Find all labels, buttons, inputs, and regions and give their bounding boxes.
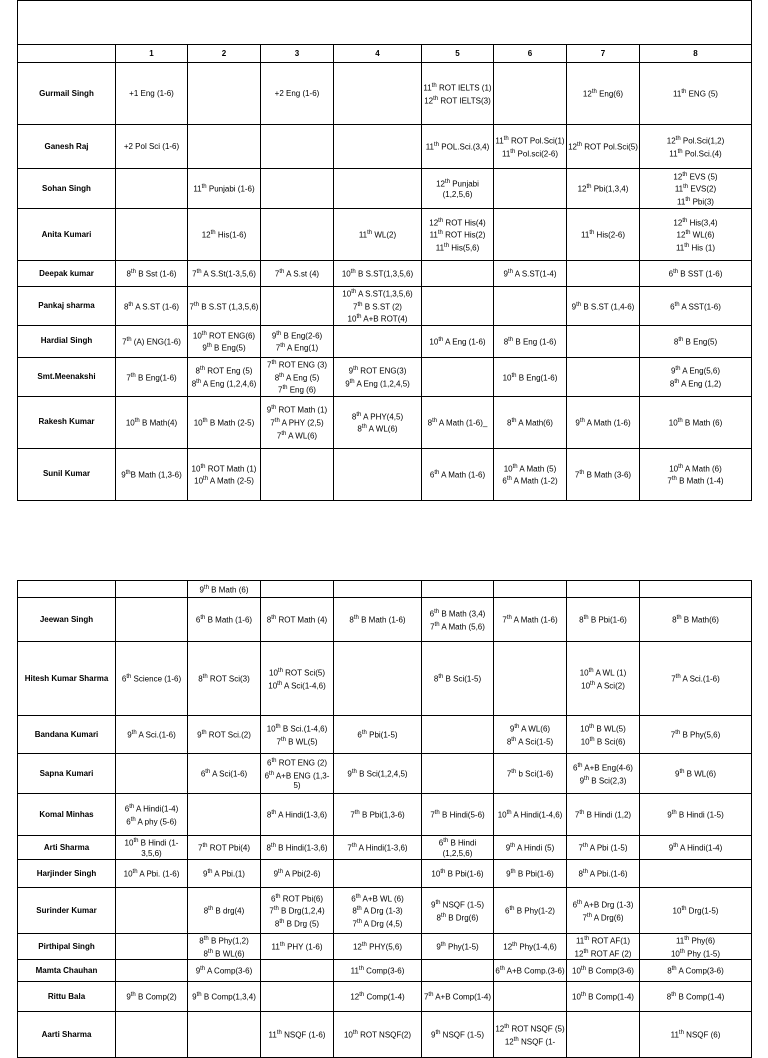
period-cell xyxy=(422,581,494,598)
period-cell: 11th ENG (5) xyxy=(640,63,752,125)
teacher-name: Surinder Kumar xyxy=(18,888,116,934)
period-cell: 10th A Hindi(1-4,6) xyxy=(494,794,567,836)
table-row xyxy=(18,982,752,1012)
teacher-name: Sohan Singh xyxy=(18,169,116,209)
period-cell: 9th A Comp(3-6) xyxy=(188,960,261,982)
period-cell: 9thB Math (1,3-6) xyxy=(116,448,188,500)
period-cell: 7th b Sci(1-6) xyxy=(494,754,567,794)
period-cell: 8th A Math (1-6)_ xyxy=(422,396,494,448)
period-cell xyxy=(640,860,752,888)
period-cell: 7th A Math (1-6) xyxy=(494,598,567,642)
period-cell: 10th B Comp(3-6) xyxy=(567,960,640,982)
period-cell: 8th B Phy(1,2) 8th B WL(6) xyxy=(188,934,261,960)
table-row xyxy=(18,860,752,888)
period-cell xyxy=(422,261,494,287)
period-cell: 9th B Math (6) xyxy=(188,581,261,598)
period-cell: 8th ROT Eng (5) 8th A Eng (1,2,4,6) xyxy=(188,357,261,396)
period-cell: 6th A+B WL (6) 8th A Drg (1-3) 7th A Drg (4,5) xyxy=(334,888,422,934)
period-cell: 11th Punjabi (1-6) xyxy=(188,169,261,209)
period-cell xyxy=(261,581,334,598)
period-cell xyxy=(261,960,334,982)
period-cell: 8th B Comp(1-4) xyxy=(640,982,752,1012)
period-header: 1 xyxy=(116,45,188,63)
period-cell: 7th A S.St(1-3,5,6) xyxy=(188,261,261,287)
period-cell: 12th Phy(1-4,6) xyxy=(494,934,567,960)
table-row xyxy=(18,325,752,357)
period-cell: 11th PHY (1-6) xyxy=(261,934,334,960)
period-cell: 9th B Comp(1,3,4) xyxy=(188,982,261,1012)
period-cell: 9th A Pbi(2-6) xyxy=(261,860,334,888)
period-cell: 6th A+B Eng(4-6) 9th B Sci(2,3) xyxy=(567,754,640,794)
period-cell: 12th ROT Pol.Sci(5) xyxy=(567,125,640,169)
period-cell xyxy=(116,169,188,209)
period-cell: 10th B Sci.(1-4,6) 7th B WL(5) xyxy=(261,716,334,754)
timetable-part-2 xyxy=(17,580,752,1058)
period-cell: 12th Pol.Sci(1,2) 11th Pol.Sci.(4) xyxy=(640,125,752,169)
period-cell xyxy=(422,716,494,754)
period-cell: 11th NSQF (1-6) xyxy=(261,1012,334,1058)
period-cell: 6th A Math (1-6) xyxy=(422,448,494,500)
table-row xyxy=(18,888,752,934)
teacher-name xyxy=(18,581,116,598)
period-cell: 11th His(2-6) xyxy=(567,209,640,261)
teacher-name: Anita Kumari xyxy=(18,209,116,261)
period-cell: 9th A Hindi (5) xyxy=(494,836,567,860)
table-row xyxy=(18,598,752,642)
table-row xyxy=(18,754,752,794)
period-cell: 8th B Eng(5) xyxy=(640,325,752,357)
period-cell xyxy=(261,982,334,1012)
period-cell: 6th A SST(1-6) xyxy=(640,287,752,326)
period-header: 5 xyxy=(422,45,494,63)
period-cell: 11th ROT AF(1) 12th ROT AF (2) xyxy=(567,934,640,960)
period-cell: 10th B Math (2-5) xyxy=(188,396,261,448)
period-header-row xyxy=(18,45,752,63)
period-cell: 7th A S.st (4) xyxy=(261,261,334,287)
period-cell: 10th B Pbi(1-6) xyxy=(422,860,494,888)
period-cell: +1 Eng (1-6) xyxy=(116,63,188,125)
period-cell: 12th PHY(5,6) xyxy=(334,934,422,960)
period-cell: 10th B WL(5) 10th B Sci(6) xyxy=(567,716,640,754)
period-cell: 10th B Eng(1-6) xyxy=(494,357,567,396)
period-cell: 9th A Pbi.(1) xyxy=(188,860,261,888)
period-cell: 8th A Hindi(1-3,6) xyxy=(261,794,334,836)
period-cell xyxy=(494,982,567,1012)
table-row xyxy=(18,261,752,287)
period-cell: 9th B Pbi(1-6) xyxy=(494,860,567,888)
period-cell: 8th B Hindi(1-3,6) xyxy=(261,836,334,860)
period-cell: 7th ROT Pbi(4) xyxy=(188,836,261,860)
period-cell xyxy=(188,794,261,836)
period-cell: 7th B Pbi(1,3-6) xyxy=(334,794,422,836)
period-cell xyxy=(116,960,188,982)
period-cell: 12th Pbi(1,3,4) xyxy=(567,169,640,209)
period-cell xyxy=(116,598,188,642)
period-cell xyxy=(422,960,494,982)
period-cell xyxy=(261,209,334,261)
period-cell: 10th B S.ST(1,3,5,6) xyxy=(334,261,422,287)
period-header: 8 xyxy=(640,45,752,63)
table-row xyxy=(18,63,752,125)
period-cell xyxy=(567,261,640,287)
period-cell xyxy=(494,209,567,261)
period-cell xyxy=(261,448,334,500)
teacher-name: Rittu Bala xyxy=(18,982,116,1012)
period-cell: 6th ROT Pbi(6) 7th B Drg(1,2,4) 8th B Drg (5) xyxy=(261,888,334,934)
period-cell: 7th A Hindi(1-3,6) xyxy=(334,836,422,860)
teacher-name: Sunil Kumar xyxy=(18,448,116,500)
teacher-name: Jeewan Singh xyxy=(18,598,116,642)
period-cell: 6th ROT ENG (2) 6th A+B ENG (1,3-5) xyxy=(261,754,334,794)
period-cell: 8th B Math (1-6) xyxy=(334,598,422,642)
period-cell: 6th Science (1-6) xyxy=(116,642,188,716)
period-cell xyxy=(567,325,640,357)
period-cell xyxy=(116,581,188,598)
period-cell: 8th B Sci(1-5) xyxy=(422,642,494,716)
period-cell xyxy=(261,125,334,169)
period-cell: 7th A Pbi (1-5) xyxy=(567,836,640,860)
period-cell: 6th A+B Comp.(3-6) xyxy=(494,960,567,982)
period-cell: 12th ROT NSQF (5) 12th NSQF (1- xyxy=(494,1012,567,1058)
period-cell: 6th Pbi(1-5) xyxy=(334,716,422,754)
period-cell: 6th A+B Drg (1-3) 7th A Drg(6) xyxy=(567,888,640,934)
period-cell: 9th A Sci.(1-6) xyxy=(116,716,188,754)
period-cell xyxy=(334,581,422,598)
period-cell: 12th His(3,4) 12th WL(6) 11th His (1) xyxy=(640,209,752,261)
period-cell: 10th ROT ENG(6) 9th B Eng(5) xyxy=(188,325,261,357)
period-cell: 12th EVS (5) 11th EVS(2) 11th Pbi(3) xyxy=(640,169,752,209)
period-cell xyxy=(567,1012,640,1058)
period-cell: 7th B Phy(5,6) xyxy=(640,716,752,754)
table-row xyxy=(18,934,752,960)
period-cell xyxy=(334,325,422,357)
period-cell xyxy=(334,125,422,169)
period-cell: 9th ROT ENG(3) 9th A Eng (1,2,4,5) xyxy=(334,357,422,396)
period-cell: 9th B Sci(1,2,4,5) xyxy=(334,754,422,794)
period-cell xyxy=(422,357,494,396)
period-cell xyxy=(494,63,567,125)
teacher-name: Ganesh Raj xyxy=(18,125,116,169)
teacher-name: Smt.Meenakshi xyxy=(18,357,116,396)
period-cell: 12th His(1-6) xyxy=(188,209,261,261)
period-cell: +2 Eng (1-6) xyxy=(261,63,334,125)
table-row xyxy=(18,396,752,448)
period-cell: 9th B S.ST (1,4-6) xyxy=(567,287,640,326)
period-cell: 8th A S.ST (1-6) xyxy=(116,287,188,326)
period-cell: 10th A Math (5) 6th A Math (1-2) xyxy=(494,448,567,500)
table-row xyxy=(18,794,752,836)
period-cell: 10th B Hindi (1-3,5,6) xyxy=(116,836,188,860)
period-cell xyxy=(334,63,422,125)
period-cell: 10th ROT NSQF(2) xyxy=(334,1012,422,1058)
period-cell xyxy=(116,888,188,934)
teacher-name: Hardial Singh xyxy=(18,325,116,357)
teacher-name: Rakesh Kumar xyxy=(18,396,116,448)
table-row xyxy=(18,209,752,261)
period-cell xyxy=(494,287,567,326)
period-header xyxy=(18,45,116,63)
period-cell: 9th A S.ST(1-4) xyxy=(494,261,567,287)
table-row xyxy=(18,357,752,396)
period-cell xyxy=(116,209,188,261)
period-cell: 7th ROT ENG (3) 8th A Eng (5) 7th Eng (6) xyxy=(261,357,334,396)
period-cell xyxy=(188,1012,261,1058)
period-cell: 6th B Phy(1-2) xyxy=(494,888,567,934)
period-cell: 9th ROT Math (1) 7th A PHY (2,5) 7th A WL(6) xyxy=(261,396,334,448)
teacher-name: Aarti Sharma xyxy=(18,1012,116,1058)
period-cell xyxy=(334,642,422,716)
period-cell: 9th NSQF (1-5) xyxy=(422,1012,494,1058)
period-cell: 7th A Sci.(1-6) xyxy=(640,642,752,716)
period-cell: 9th NSQF (1-5) 8th B Drg(6) xyxy=(422,888,494,934)
table-row xyxy=(18,836,752,860)
period-cell xyxy=(567,581,640,598)
table-row xyxy=(18,287,752,326)
period-cell: 11th WL(2) xyxy=(334,209,422,261)
teacher-name: Deepak kumar xyxy=(18,261,116,287)
period-cell: 9th A WL(6) 8th A Sci(1-5) xyxy=(494,716,567,754)
period-cell: 9th B Hindi (1-5) xyxy=(640,794,752,836)
period-cell xyxy=(261,287,334,326)
teacher-name: Harjinder Singh xyxy=(18,860,116,888)
period-cell: 11th NSQF (6) xyxy=(640,1012,752,1058)
teacher-name: Pirthipal Singh xyxy=(18,934,116,960)
period-cell: 10th Drg(1-5) xyxy=(640,888,752,934)
period-cell: 9th A Eng(5,6) 8th A Eng (1,2) xyxy=(640,357,752,396)
period-cell: 8th B Pbi(1-6) xyxy=(567,598,640,642)
table-row xyxy=(18,125,752,169)
period-cell xyxy=(116,754,188,794)
period-cell: 8th ROT Math (4) xyxy=(261,598,334,642)
period-cell: 7th B Hindi (1,2) xyxy=(567,794,640,836)
period-cell xyxy=(334,860,422,888)
table-row xyxy=(18,716,752,754)
table-title-cell xyxy=(18,1,752,45)
period-cell: 9th B Eng(2-6) 7th A Eng(1) xyxy=(261,325,334,357)
table-row xyxy=(18,169,752,209)
period-cell: +2 Pol Sci (1-6) xyxy=(116,125,188,169)
period-cell: 6th B Math (3,4) 7th A Math (5,6) xyxy=(422,598,494,642)
table-row xyxy=(18,448,752,500)
period-cell: 12th Eng(6) xyxy=(567,63,640,125)
period-cell xyxy=(422,754,494,794)
period-cell xyxy=(567,357,640,396)
period-cell: 11th ROT IELTS (1) 12th ROT IELTS(3) xyxy=(422,63,494,125)
period-cell: 6th B SST (1-6) xyxy=(640,261,752,287)
period-cell xyxy=(494,581,567,598)
period-cell: 10th A S.ST(1,3,5,6) 7th B S.ST (2) 10th A+B ROT(4) xyxy=(334,287,422,326)
period-cell: 10th B Math(4) xyxy=(116,396,188,448)
period-cell: 10th A WL (1) 10th A Sci(2) xyxy=(567,642,640,716)
period-cell: 11th Phy(6) 10th Phy (1-5) xyxy=(640,934,752,960)
period-cell: 10th A Eng (1-6) xyxy=(422,325,494,357)
period-cell: 10th ROT Sci(5) 10th A Sci(1-4,6) xyxy=(261,642,334,716)
period-cell: 9th B Comp(2) xyxy=(116,982,188,1012)
period-cell xyxy=(188,63,261,125)
period-cell: 9th A Math (1-6) xyxy=(567,396,640,448)
period-cell: 7th B Eng(1-6) xyxy=(116,357,188,396)
period-cell: 9th ROT Sci.(2) xyxy=(188,716,261,754)
table-title-row xyxy=(18,1,752,45)
period-cell: 8th A Comp(3-6) xyxy=(640,960,752,982)
period-cell: 11th POL.Sci.(3,4) xyxy=(422,125,494,169)
period-cell xyxy=(334,448,422,500)
period-cell: 6th A Sci(1-6) xyxy=(188,754,261,794)
period-cell: 8th B Sst (1-6) xyxy=(116,261,188,287)
period-cell xyxy=(261,169,334,209)
period-cell xyxy=(116,934,188,960)
period-cell: 10th ROT Math (1) 10th A Math (2-5) xyxy=(188,448,261,500)
period-cell: 9th Phy(1-5) xyxy=(422,934,494,960)
period-cell: 11th Comp(3-6) xyxy=(334,960,422,982)
period-cell: 8th A Math(6) xyxy=(494,396,567,448)
period-cell: 12th Comp(1-4) xyxy=(334,982,422,1012)
teacher-name: Gurmail Singh xyxy=(18,63,116,125)
period-cell: 6th A Hindi(1-4) 6th A phy (5-6) xyxy=(116,794,188,836)
period-cell: 7th B Hindi(5-6) xyxy=(422,794,494,836)
period-cell: 8th B drg(4) xyxy=(188,888,261,934)
period-cell: 12th ROT His(4) 11th ROT His(2) 11th His(5,6) xyxy=(422,209,494,261)
period-cell xyxy=(494,169,567,209)
period-cell: 11th ROT Pol.Sci(1) 11th Pol.sci(2-6) xyxy=(494,125,567,169)
period-cell xyxy=(640,581,752,598)
period-header: 2 xyxy=(188,45,261,63)
period-cell xyxy=(116,1012,188,1058)
period-cell: 7th B S.ST (1,3,5,6) xyxy=(188,287,261,326)
period-cell: 10th B Math (6) xyxy=(640,396,752,448)
period-header: 4 xyxy=(334,45,422,63)
period-cell: 7th B Math (3-6) xyxy=(567,448,640,500)
period-cell xyxy=(188,125,261,169)
teacher-name: Mamta Chauhan xyxy=(18,960,116,982)
period-cell: 6th B Math (1-6) xyxy=(188,598,261,642)
teacher-name: Komal Minhas xyxy=(18,794,116,836)
table-row xyxy=(18,960,752,982)
period-cell: 7th A+B Comp(1-4) xyxy=(422,982,494,1012)
period-cell: 8th ROT Sci(3) xyxy=(188,642,261,716)
period-cell: 8th A Pbi.(1-6) xyxy=(567,860,640,888)
period-cell: 8th B Math(6) xyxy=(640,598,752,642)
table-row xyxy=(18,642,752,716)
period-header: 6 xyxy=(494,45,567,63)
period-cell: 10th A Pbi. (1-6) xyxy=(116,860,188,888)
period-cell: 8th B Eng (1-6) xyxy=(494,325,567,357)
teacher-name: Pankaj sharma xyxy=(18,287,116,326)
period-header: 3 xyxy=(261,45,334,63)
table-row xyxy=(18,581,752,598)
period-cell xyxy=(422,287,494,326)
period-cell: 9th B WL(6) xyxy=(640,754,752,794)
period-cell: 10th A Math (6) 7th B Math (1-4) xyxy=(640,448,752,500)
teacher-name: Hitesh Kumar Sharma xyxy=(18,642,116,716)
period-cell: 10th B Comp(1-4) xyxy=(567,982,640,1012)
period-cell: 9th A Hindi(1-4) xyxy=(640,836,752,860)
period-cell: 8th A PHY(4,5) 8th A WL(6) xyxy=(334,396,422,448)
period-cell xyxy=(334,169,422,209)
table-row xyxy=(18,1012,752,1058)
teacher-name: Sapna Kumari xyxy=(18,754,116,794)
timetable-part-1 xyxy=(17,0,752,501)
period-cell: 7th (A) ENG(1-6) xyxy=(116,325,188,357)
period-header: 7 xyxy=(567,45,640,63)
period-cell: 6th B Hindi (1,2,5,6) xyxy=(422,836,494,860)
teacher-name: Bandana Kumari xyxy=(18,716,116,754)
teacher-name: Arti Sharma xyxy=(18,836,116,860)
period-cell xyxy=(494,642,567,716)
period-cell: 12th Punjabi (1,2,5,6) xyxy=(422,169,494,209)
